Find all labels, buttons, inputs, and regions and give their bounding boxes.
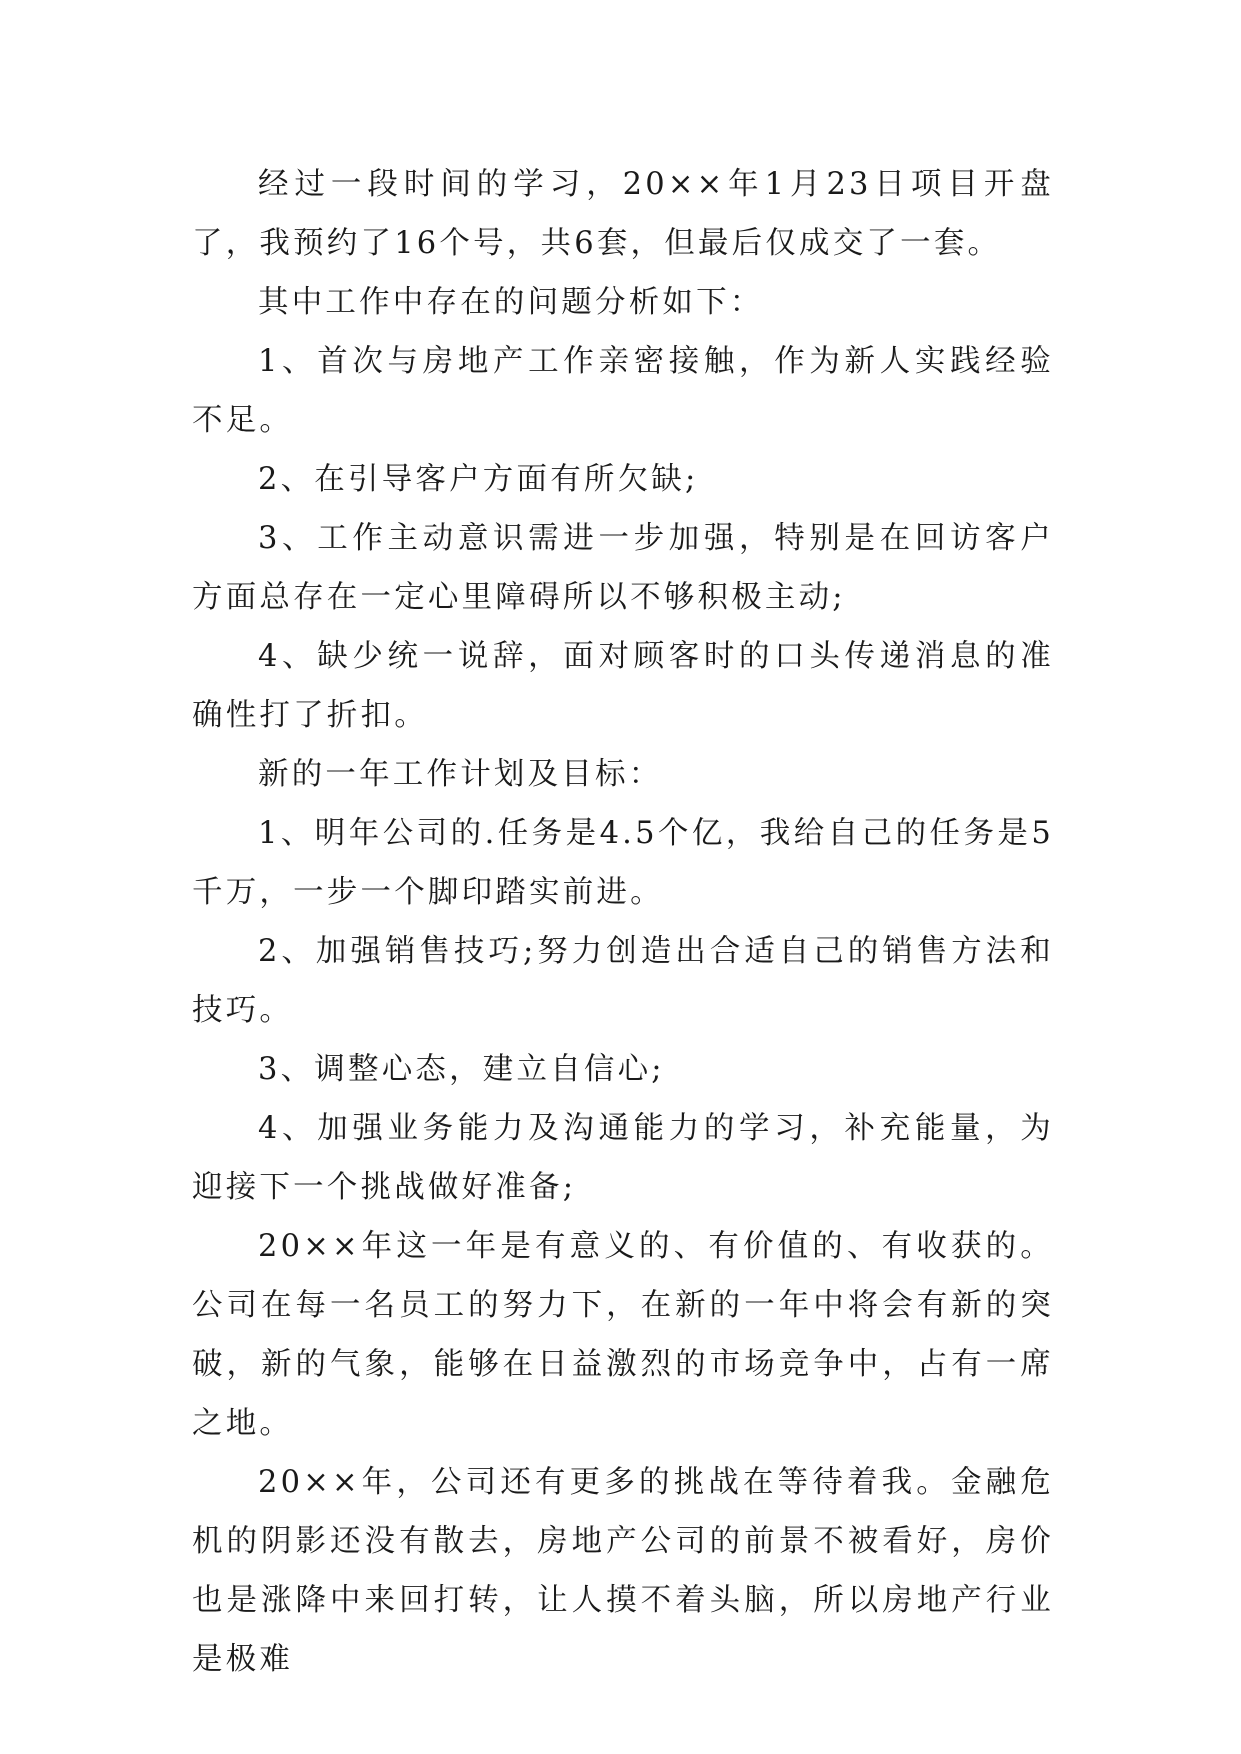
document-body [192, 155, 1054, 1689]
paragraph-plan-4: 4、加强业务能力及沟通能力的学习，补充能量，为迎接下一个挑战做好准备; [192, 1111, 1054, 1205]
paragraph-project-opening: 经过一段时间的学习，20××年1月23日项目开盘了，我预约了16个号，共6套，但最后仅成交了一套。 [192, 167, 1054, 261]
paragraph-problem-1: 1、首次与房地产工作亲密接触，作为新人实践经验不足。 [192, 344, 1054, 438]
paragraph-plan-3: 3、调整心态，建立自信心; [258, 1052, 665, 1087]
paragraph-challenges: 20××年，公司还有更多的挑战在等待着我。金融危机的阴影还没有散去，房地产公司的前景不被看好，房价也是涨降中来回打转，让人摸不着头脑，所以房地产行业是极难 [192, 1465, 1054, 1677]
paragraph-problems-heading: 其中工作中存在的问题分析如下： [258, 285, 764, 320]
paragraph-plan-1: 1、明年公司的.任务是4.5个亿，我给自己的任务是5千万，一步一个脚印踏实前进。 [192, 816, 1054, 910]
paragraph-plan-heading: 新的一年工作计划及目标： [258, 757, 663, 792]
paragraph-year-summary: 20××年这一年是有意义的、有价值的、有收获的。公司在每一名员工的努力下，在新的一年中将会有新的突破，新的气象，能够在日益激烈的市场竞争中，占有一席之地。 [192, 1229, 1054, 1441]
paragraph-plan-2: 2、加强销售技巧;努力创造出合适自己的销售方法和技巧。 [192, 934, 1054, 1028]
paragraph-problem-4: 4、缺少统一说辞，面对顾客时的口头传递消息的准确性打了折扣。 [192, 639, 1054, 733]
paragraph-problem-2: 2、在引导客户方面有所欠缺; [258, 462, 699, 497]
paragraph-problem-3: 3、工作主动意识需进一步加强，特别是在回访客户方面总存在一定心里障碍所以不够积极主动; [192, 521, 1054, 615]
